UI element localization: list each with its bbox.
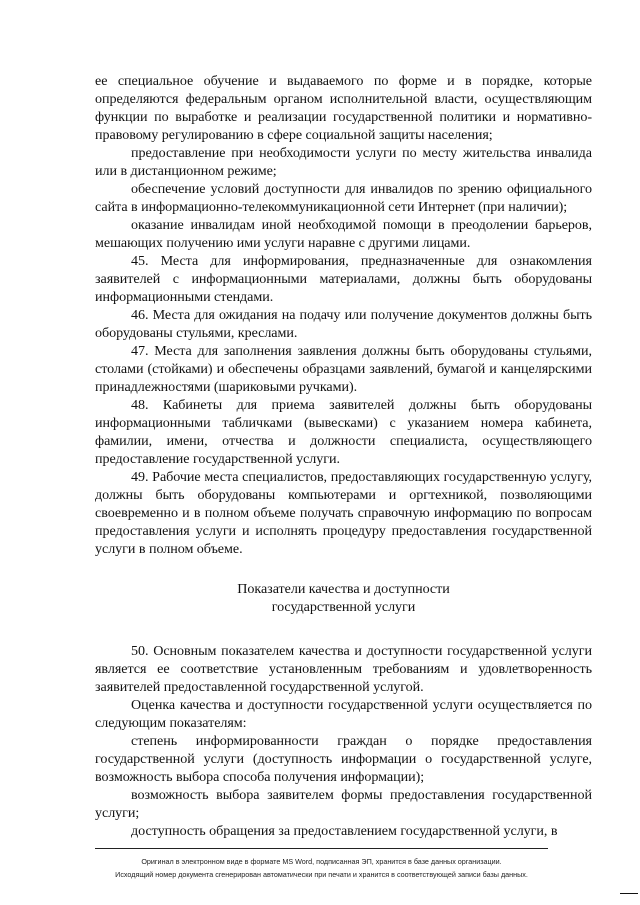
- paragraph: ее специальное обучение и выдаваемого по форме и в порядке, которые определяются федеральным органом исполнительной власти, осуществляющим функции по выработке и реализации государственной политики и нормативно-правовому регулированию в сфере социальной защиты населения;: [95, 73, 592, 143]
- paragraph: 45. Места для информирования, предназначенные для ознакомления заявителей с информационными материалами, должны быть оборудованы информационными стендами.: [95, 253, 592, 305]
- paragraph: 47. Места для заполнения заявления должны быть оборудованы стульями, столами (стойками) и обеспечены образцами заявлений, бумагой и канцелярскими принадлежностями (шариковыми ручками).: [95, 343, 592, 395]
- paragraphs-after-heading: [95, 642, 592, 840]
- footer-divider: [95, 848, 548, 849]
- paragraph: возможность выбора заявителем формы предоставления государственной услуги;: [95, 787, 592, 821]
- footer-note-original: Оригинал в электронном виде в формате MS Word, подписанная ЭП, хранится в базе данных организации.: [141, 857, 502, 866]
- section-heading-line-2: государственной услуги: [271, 599, 416, 615]
- paragraph: 48. Кабинеты для приема заявителей должны быть оборудованы информационными табличками (вывесками) с указанием номера кабинета, фамилии, имени, отчества и должности специалиста, осуществляющего предоставление государственной услуги.: [95, 397, 592, 467]
- paragraph: оказание инвалидам иной необходимой помощи в преодолении барьеров, мешающих получению ими услуги наравне с другими лицами.: [95, 217, 592, 251]
- section-heading: [95, 580, 592, 616]
- paragraph: 49. Рабочие места специалистов, предоставляющих государственную услугу, должны быть оборудованы компьютерами и оргтехникой, позволяющими своевременно и в полном объеме получать справочную информацию по вопросам предоставления услуги и исполнять процедуру предоставления государственной услуги в полном объеме.: [95, 469, 592, 557]
- paragraph: обеспечение условий доступности для инвалидов по зрению официального сайта в информационно-телекоммуникационной сети Интернет (при наличии);: [95, 181, 592, 215]
- paragraph: предоставление при необходимости услуги по месту жительства инвалида или в дистанционном режиме;: [95, 145, 592, 179]
- document-body: [95, 72, 592, 840]
- footer-note-outgoing-number: Исходящий номер документа сгенерирован автоматически при печати и хранится в соответствующей записи базы данных.: [115, 870, 528, 879]
- margin-dash: [620, 893, 638, 894]
- paragraph: 50. Основным показателем качества и доступности государственной услуги является ее соответствие установленным требованиям и удовлетворенность заявителей предоставленной государственной услугой.: [95, 643, 592, 695]
- paragraph: доступность обращения за предоставлением государственной услуги, в: [131, 823, 558, 839]
- paragraph: 46. Места для ожидания на подачу или получение документов должны быть оборудованы стульями, креслами.: [95, 307, 592, 341]
- section-heading-line-1: Показатели качества и доступности: [237, 581, 450, 597]
- paragraph: степень информированности граждан о порядке предоставления государственной услуги (доступность информации о государственной услуге, возможность выбора способа получения информации);: [95, 733, 592, 785]
- paragraph: Оценка качества и доступности государственной услуги осуществляется по следующим показателям:: [95, 697, 592, 731]
- paragraphs-before-heading: [95, 72, 592, 558]
